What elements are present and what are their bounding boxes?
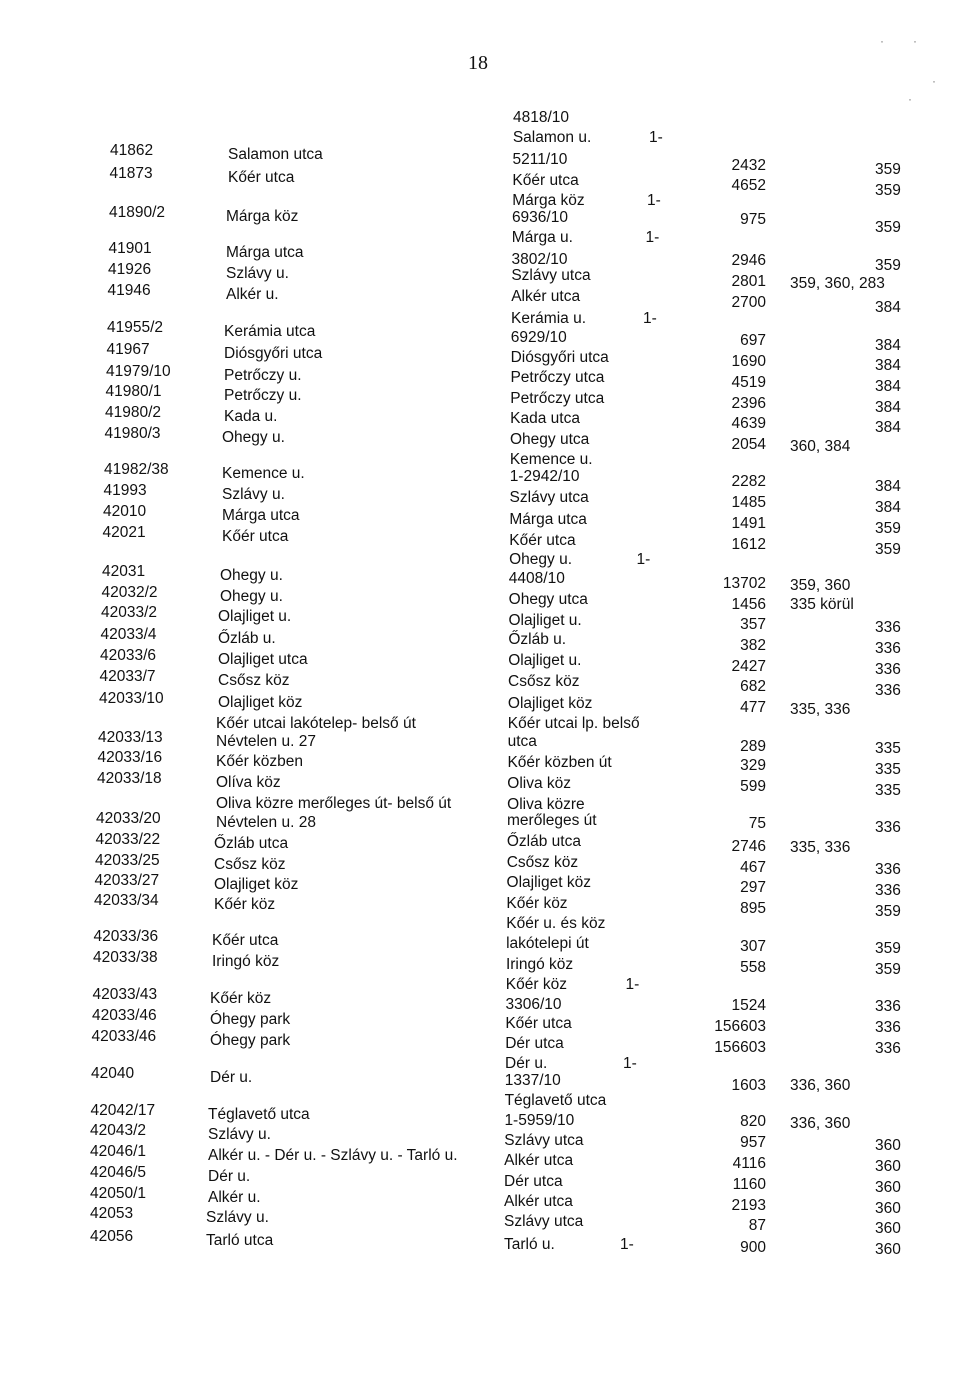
parcel-number: 41980/2 xyxy=(105,404,162,421)
right-entry: 6929/10 xyxy=(510,329,567,346)
scan-speck: · xyxy=(913,34,917,48)
area-value: 900 xyxy=(740,1239,766,1256)
parcel-number: 42042/17 xyxy=(90,1102,156,1119)
right-entry: Őzláb u. xyxy=(508,631,567,648)
right-entry: Kőér u. és köz xyxy=(506,915,606,932)
right-entry: Dér u. xyxy=(505,1055,548,1072)
parcel-number: 41926 xyxy=(108,261,152,278)
parcel-number: 42033/16 xyxy=(97,749,163,766)
right-entry: Alkér utca xyxy=(504,1152,574,1169)
right-entry: merőleges út xyxy=(507,812,597,829)
area-value: 1690 xyxy=(731,353,766,370)
right-entry: Alkér utca xyxy=(511,288,581,305)
map-reference: 360 xyxy=(875,1220,901,1237)
street-name: Alkér u. xyxy=(208,1189,261,1206)
area-value: 2054 xyxy=(731,436,766,453)
right-entry: 1337/10 xyxy=(504,1072,561,1089)
right-entry: Csősz köz xyxy=(508,673,580,690)
street-name: Ohegy u. xyxy=(220,588,283,605)
right-entry: Ohegy u. xyxy=(509,551,572,568)
map-reference: 336, 360 xyxy=(790,1115,851,1132)
street-name: Kőér közben xyxy=(216,753,304,770)
map-reference: 360 xyxy=(875,1158,901,1175)
map-reference: 360 xyxy=(875,1179,901,1196)
area-value: 87 xyxy=(748,1217,766,1234)
right-entry: Dér utca xyxy=(505,1035,564,1052)
street-name: Olajliget köz xyxy=(214,876,299,893)
street-name: Alkér u. - Dér u. - Szlávy u. - Tarló u. xyxy=(208,1147,458,1164)
area-value: 1456 xyxy=(731,596,766,613)
area-value: 1612 xyxy=(731,536,766,553)
area-value: 1491 xyxy=(731,515,766,532)
right-entry: Márga u. xyxy=(511,229,573,246)
area-value: 2746 xyxy=(731,838,766,855)
street-name: Téglavető utca xyxy=(208,1106,310,1123)
area-value: 1160 xyxy=(732,1176,766,1193)
continuation-marker: 1- xyxy=(623,1055,637,1072)
right-entry: Szlávy utca xyxy=(509,489,589,506)
map-reference: 336 xyxy=(875,682,901,699)
area-value: 156603 xyxy=(714,1039,766,1056)
street-name: Ohegy u. xyxy=(220,567,283,584)
street-name: Csősz köz xyxy=(218,672,290,689)
right-entry: Petrőczy utca xyxy=(510,390,605,407)
right-entry: Kerámia u. xyxy=(511,310,586,327)
street-name: Olíva köz xyxy=(216,774,281,791)
map-reference: 360 xyxy=(875,1241,901,1258)
parcel-number: 41901 xyxy=(108,240,152,257)
right-entry: 4408/10 xyxy=(508,570,565,587)
street-name: Kőér utcai lakótelep- belső út xyxy=(216,715,416,732)
map-reference: 336 xyxy=(875,640,901,657)
right-entry: Olajliget u. xyxy=(508,612,582,629)
street-name: Szlávy u. xyxy=(226,265,289,282)
area-value: 957 xyxy=(740,1134,766,1151)
right-entry: utca xyxy=(507,733,537,750)
parcel-number: 42033/27 xyxy=(94,872,160,889)
right-entry: Dér utca xyxy=(504,1173,563,1190)
parcel-number: 42033/46 xyxy=(92,1007,157,1024)
street-name: Márga köz xyxy=(226,208,299,225)
parcel-number: 42033/6 xyxy=(100,647,157,664)
parcel-number: 41862 xyxy=(110,142,154,159)
right-entry: Kőér közben út xyxy=(507,754,612,771)
street-name: Csősz köz xyxy=(214,856,286,873)
map-reference: 384 xyxy=(875,299,901,316)
right-entry: 6936/10 xyxy=(511,209,568,226)
scan-speck: · xyxy=(880,34,884,48)
street-name: Kőér köz xyxy=(210,990,272,1007)
street-name: Dér u. xyxy=(208,1168,251,1185)
map-reference: 336 xyxy=(875,882,901,899)
parcel-number: 42021 xyxy=(102,524,146,541)
map-reference: 336 xyxy=(875,619,901,636)
parcel-number: 41982/38 xyxy=(104,461,169,478)
street-name: Szlávy u. xyxy=(206,1209,269,1226)
parcel-number: 41993 xyxy=(103,482,147,499)
map-reference: 336 xyxy=(875,998,901,1015)
area-value: 895 xyxy=(740,900,766,917)
map-reference: 360 xyxy=(875,1137,901,1154)
right-entry: Szlávy utca xyxy=(511,267,591,284)
scan-speck: · xyxy=(932,74,936,88)
street-name: Kőér utca xyxy=(228,169,295,186)
area-value: 467 xyxy=(740,859,766,876)
map-reference: 359 xyxy=(875,940,901,957)
area-value: 599 xyxy=(740,778,766,795)
area-value: 4116 xyxy=(732,1155,766,1172)
parcel-number: 42033/13 xyxy=(98,729,163,746)
right-entry: Salamon u. xyxy=(512,129,592,146)
map-reference: 335, 336 xyxy=(790,701,851,718)
map-reference: 384 xyxy=(875,399,901,416)
street-name: Olajliget köz xyxy=(218,694,303,711)
page-number: 18 xyxy=(468,52,488,74)
right-entry: Kőér utca xyxy=(509,532,576,549)
area-value: 2193 xyxy=(731,1197,766,1214)
parcel-number: 41890/2 xyxy=(109,204,166,221)
right-entry: Kemence u. xyxy=(509,451,593,468)
right-entry: lakótelepi út xyxy=(506,935,589,952)
right-entry: Csősz köz xyxy=(506,854,579,871)
area-value: 697 xyxy=(740,332,766,349)
parcel-number: 42046/5 xyxy=(90,1164,147,1181)
parcel-number: 42033/43 xyxy=(92,986,158,1003)
right-entry: 5211/10 xyxy=(512,151,568,168)
street-name: Márga utca xyxy=(226,244,304,261)
area-value: 1524 xyxy=(731,997,766,1014)
street-name: Olajliget u. xyxy=(218,608,292,625)
street-name: Tarló utca xyxy=(206,1232,274,1249)
parcel-number: 41980/1 xyxy=(105,383,162,400)
area-value: 2946 xyxy=(731,252,766,269)
right-entry: 3802/10 xyxy=(511,251,568,268)
map-reference: 336 xyxy=(875,661,901,678)
right-entry: Petrőczy utca xyxy=(510,369,605,386)
continuation-marker: 1- xyxy=(636,551,651,568)
map-reference: 359 xyxy=(875,520,901,537)
right-entry: Olajliget köz xyxy=(506,874,591,891)
area-value: 289 xyxy=(740,738,766,755)
street-name: Kemence u. xyxy=(222,465,305,482)
map-reference: 359 xyxy=(875,961,901,978)
map-reference: 384 xyxy=(875,378,901,395)
area-value: 682 xyxy=(740,678,766,695)
map-reference: 359 xyxy=(875,903,901,920)
parcel-number: 42056 xyxy=(90,1228,134,1245)
right-entry: Kőér köz xyxy=(505,976,567,993)
parcel-number: 41980/3 xyxy=(104,425,161,442)
map-reference: 359 xyxy=(875,161,901,178)
map-reference: 384 xyxy=(875,357,901,374)
area-value: 2432 xyxy=(731,157,766,174)
area-value: 820 xyxy=(740,1113,766,1130)
map-reference: 384 xyxy=(875,478,901,495)
area-value: 2700 xyxy=(731,294,766,311)
parcel-number: 42033/34 xyxy=(94,892,159,909)
map-reference: 359 xyxy=(875,219,901,236)
parcel-number: 42031 xyxy=(102,563,146,580)
map-reference: 335 xyxy=(875,782,901,799)
street-name: Salamon utca xyxy=(228,146,323,163)
right-entry: Őzláb utca xyxy=(506,833,581,850)
area-value: 156603 xyxy=(714,1018,766,1035)
continuation-marker: 1- xyxy=(620,1236,634,1253)
right-entry: Ohegy utca xyxy=(508,591,588,608)
street-name: Petrőczy u. xyxy=(224,387,302,404)
parcel-number: 42040 xyxy=(91,1065,135,1082)
parcel-number: 41946 xyxy=(107,282,151,299)
parcel-number: 42033/7 xyxy=(99,668,156,685)
area-value: 477 xyxy=(740,699,766,716)
continuation-marker: 1- xyxy=(645,229,660,246)
parcel-number: 42010 xyxy=(103,503,147,520)
area-value: 307 xyxy=(740,938,766,955)
parcel-number: 42046/1 xyxy=(90,1143,147,1160)
map-reference: 384 xyxy=(875,499,901,516)
right-entry: Kőér utca xyxy=(512,172,579,189)
parcel-number: 42033/2 xyxy=(101,604,158,621)
area-value: 2801 xyxy=(731,273,766,290)
area-value: 13702 xyxy=(722,575,766,592)
map-reference: 360 xyxy=(875,1200,901,1217)
street-name: Kőér utca xyxy=(212,932,279,949)
area-value: 75 xyxy=(748,815,766,832)
map-reference: 336 xyxy=(875,861,901,878)
right-entry: Kőér utca xyxy=(505,1015,572,1032)
area-value: 297 xyxy=(740,879,766,896)
parcel-number: 41955/2 xyxy=(107,319,164,336)
right-entry: Iringó köz xyxy=(505,956,574,973)
continuation-marker: 1- xyxy=(649,129,663,146)
parcel-number: 42033/22 xyxy=(95,831,161,848)
parcel-number: 42050/1 xyxy=(90,1185,147,1202)
map-reference: 336 xyxy=(875,1019,901,1036)
map-reference: 359, 360 xyxy=(790,577,851,594)
parcel-number: 42032/2 xyxy=(101,584,158,601)
map-reference: 384 xyxy=(875,419,901,436)
area-value: 382 xyxy=(740,637,766,654)
street-name: Iringó köz xyxy=(212,953,280,970)
right-entry: 4818/10 xyxy=(513,109,570,126)
map-reference: 360, 384 xyxy=(790,438,851,455)
street-name: Óhegy park xyxy=(210,1032,291,1049)
area-value: 357 xyxy=(740,616,766,633)
right-entry: Ohegy utca xyxy=(510,431,590,448)
right-entry: Olajliget köz xyxy=(507,695,593,712)
map-reference: 335 xyxy=(875,740,901,757)
parcel-number: 42043/2 xyxy=(90,1122,147,1139)
area-value: 329 xyxy=(740,757,766,774)
street-name: Alkér u. xyxy=(226,286,279,303)
parcel-number: 42033/36 xyxy=(93,928,159,945)
right-entry: Szlávy utca xyxy=(504,1132,584,1149)
continuation-marker: 1- xyxy=(625,976,640,993)
right-entry: Kőér köz xyxy=(506,895,568,912)
area-value: 1603 xyxy=(731,1077,766,1094)
map-reference: 384 xyxy=(875,337,901,354)
right-entry: Oliva közre xyxy=(507,796,585,813)
street-name: Kada u. xyxy=(224,408,278,425)
street-name: Ohegy u. xyxy=(222,429,285,446)
map-reference: 359 xyxy=(875,541,901,558)
parcel-number: 41873 xyxy=(109,165,153,182)
map-reference: 359 xyxy=(875,182,901,199)
parcel-number: 42033/38 xyxy=(93,949,158,966)
street-name: Olajliget utca xyxy=(218,651,308,668)
area-value: 558 xyxy=(740,959,766,976)
map-reference: 335 xyxy=(875,761,901,778)
parcel-number: 41967 xyxy=(106,341,150,358)
map-reference: 336 xyxy=(875,1040,901,1057)
street-name: Őzláb utca xyxy=(214,835,289,852)
street-name: Dér u. xyxy=(210,1069,253,1086)
parcel-number: 42033/4 xyxy=(100,626,157,643)
street-name: Szlávy u. xyxy=(222,486,285,503)
map-reference: 359, 360, 283 xyxy=(790,275,885,292)
right-entry: 1-2942/10 xyxy=(509,468,580,485)
street-name: Petrőczy u. xyxy=(224,367,302,384)
street-name: Kőér köz xyxy=(214,896,276,913)
right-entry: Márga köz xyxy=(512,192,585,209)
map-reference: 359 xyxy=(875,257,901,274)
parcel-number: 41979/10 xyxy=(106,363,171,380)
area-value: 4519 xyxy=(731,374,766,391)
area-value: 2427 xyxy=(731,658,766,675)
right-entry: Olajliget u. xyxy=(508,652,582,669)
right-entry: 1-5959/10 xyxy=(504,1112,575,1129)
area-value: 975 xyxy=(740,211,766,228)
scan-speck: · xyxy=(908,92,912,106)
area-value: 4652 xyxy=(731,177,766,194)
area-value: 2396 xyxy=(731,395,766,412)
right-entry: Szlávy utca xyxy=(504,1213,584,1230)
right-entry: Kőér utcai lp. belső xyxy=(507,715,640,732)
right-entry: Diósgyőri utca xyxy=(510,349,609,366)
right-entry: Kada utca xyxy=(510,410,580,427)
right-entry: Oliva köz xyxy=(507,775,572,792)
right-entry: Márga utca xyxy=(509,511,587,528)
area-value: 1485 xyxy=(731,494,766,511)
continuation-marker: 1- xyxy=(643,310,657,327)
parcel-number: 42033/18 xyxy=(97,770,162,787)
right-entry: 3306/10 xyxy=(505,996,562,1013)
street-name: Kerámia utca xyxy=(224,323,316,340)
street-name: Diósgyőri utca xyxy=(224,345,323,362)
parcel-number: 42033/20 xyxy=(96,810,161,827)
right-entry: Alkér utca xyxy=(504,1193,573,1210)
map-reference: 336 xyxy=(875,819,901,836)
parcel-number: 42033/10 xyxy=(99,690,164,707)
continuation-marker: 1- xyxy=(647,192,661,209)
parcel-number: 42033/25 xyxy=(95,852,160,869)
parcel-number: 42053 xyxy=(90,1205,134,1222)
street-name: Oliva közre merőleges út- belső út xyxy=(216,795,452,812)
area-value: 2282 xyxy=(731,473,766,490)
street-name: Márga utca xyxy=(222,507,300,524)
map-reference: 336, 360 xyxy=(790,1077,851,1094)
street-name: Névtelen u. 28 xyxy=(216,814,316,831)
street-name: Őzláb u. xyxy=(218,630,276,647)
street-name: Óhegy park xyxy=(210,1011,291,1028)
area-value: 4639 xyxy=(731,415,766,432)
map-reference: 335, 336 xyxy=(790,839,851,856)
right-entry: Téglavető utca xyxy=(504,1092,607,1109)
parcel-number: 42033/46 xyxy=(91,1028,157,1045)
street-name: Szlávy u. xyxy=(208,1126,271,1143)
street-name: Kőér utca xyxy=(222,528,289,545)
map-reference: 335 körül xyxy=(790,596,854,613)
street-name: Névtelen u. 27 xyxy=(216,733,316,750)
right-entry: Tarló u. xyxy=(504,1236,555,1253)
